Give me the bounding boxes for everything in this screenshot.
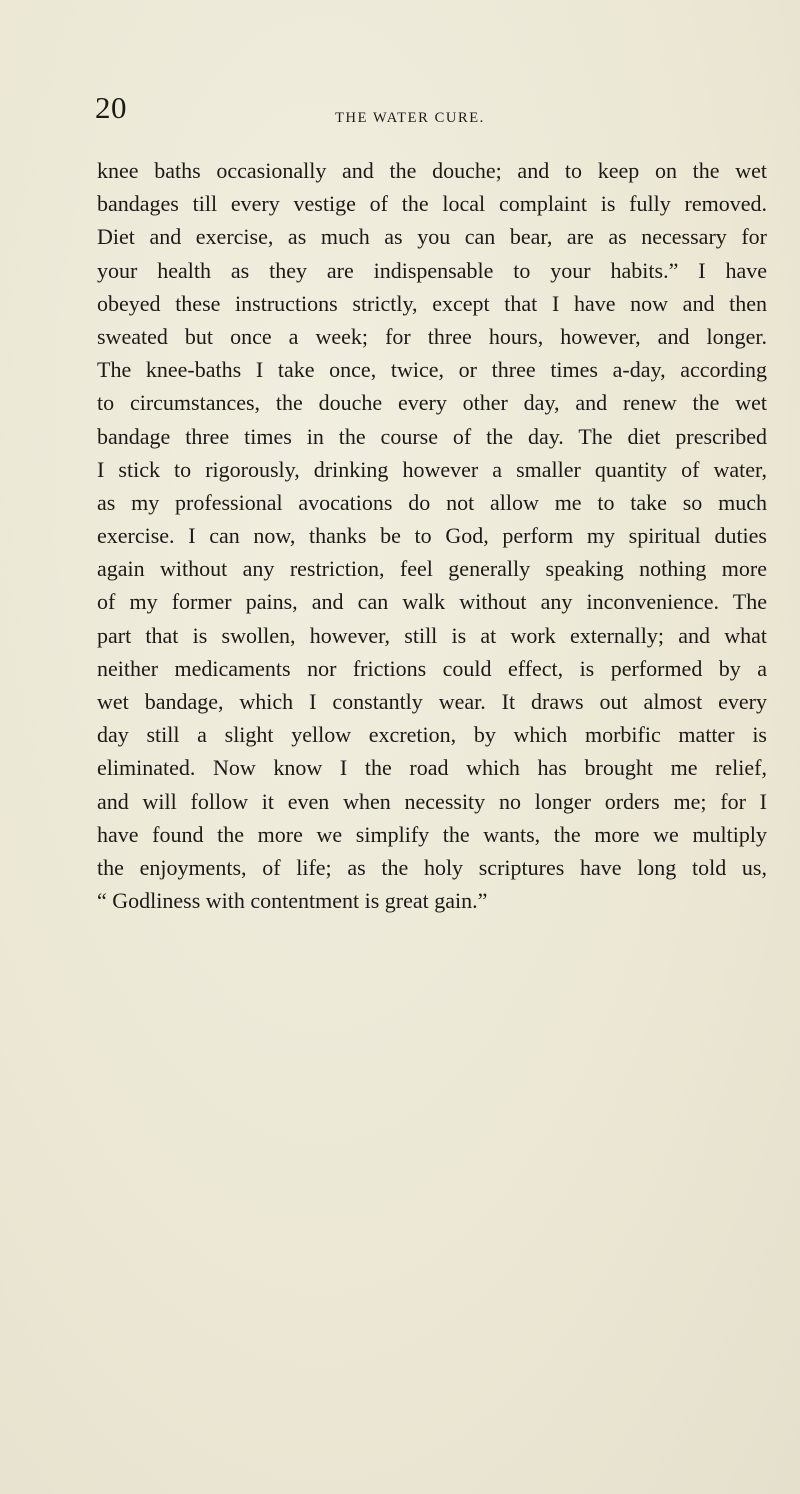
text-line: wet bandage, which I constantly wear. It draws out almost every [97, 689, 767, 714]
text-line: eliminated. Now know I the road which has brought me relief, [97, 755, 767, 781]
text-line: I stick to rigorously, drinking however a smaller quantity of water, [97, 456, 767, 482]
text-line: the enjoyments, of life; as the holy scriptures have long told us, [97, 854, 767, 880]
text-line: day still a slight yellow excretion, by which morbific matter is [97, 722, 767, 748]
text-line: of my former pains, and can walk without any inconvenience. The [97, 589, 767, 615]
text-line: as my professional avocations do not allow me to take so much [97, 489, 767, 515]
text-line: bandage three times in the course of the day. The diet prescribed [97, 423, 767, 449]
text-line: to circumstances, the douche every other day, and renew the wet [97, 390, 767, 416]
text-line: knee baths occasionally and the douche; and to keep on the wet [97, 158, 767, 183]
text-line: neither medicaments nor frictions could effect, is performed by a [97, 655, 767, 681]
text-line: The knee-baths I take once, twice, or three times a-day, according [97, 357, 767, 383]
text-line: have found the more we simplify the wants, the more we multiply [97, 821, 767, 847]
text-line: “ Godliness with contentment is great gain.” [97, 888, 488, 914]
text-line: your health as they are indispensable to your habits.” I have [97, 257, 767, 283]
text-line: obeyed these instructions strictly, except that I have now and then [97, 290, 767, 316]
text-line: again without any restriction, feel generally speaking nothing more [97, 556, 767, 582]
body-text [97, 158, 767, 921]
text-line: sweated but once a week; for three hours, however, and longer. [97, 323, 767, 349]
text-line: exercise. I can now, thanks be to God, perform my spiritual duties [97, 523, 767, 549]
text-line: bandages till every vestige of the local complaint is fully removed. [97, 191, 767, 217]
running-head: THE WATER CURE. [335, 110, 485, 126]
text-line: Diet and exercise, as much as you can bear, are as necessary for [97, 224, 767, 250]
page-number: 20 [95, 90, 127, 125]
text-line: part that is swollen, however, still is at work externally; and what [97, 622, 767, 648]
text-line: and will follow it even when necessity no longer orders me; for I [97, 788, 767, 814]
